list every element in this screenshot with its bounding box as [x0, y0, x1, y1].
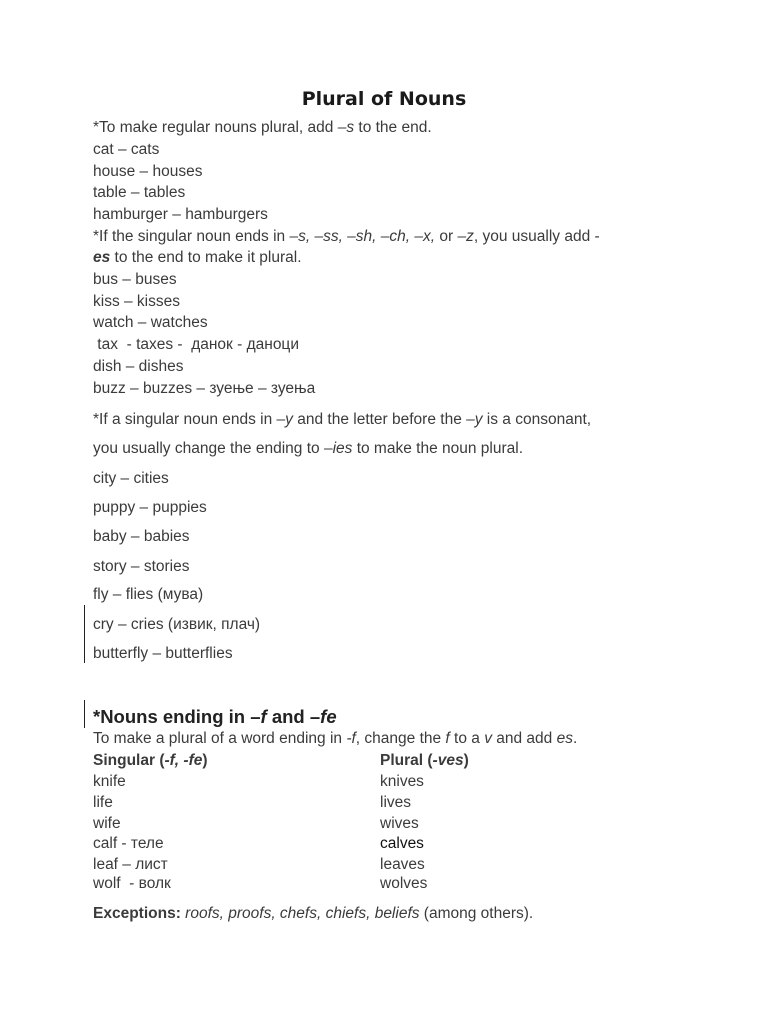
rule-ies-plural-line2: you usually change the ending to –ies to make the noun plural. — [93, 440, 523, 457]
rule-ies-plural-line1: *If a singular noun ends in –y and the letter before the –y is a consonant, — [93, 411, 592, 428]
rule-regular-plural: *To make regular nouns plural, add –s to the end. — [93, 119, 432, 136]
plural-cell: wolves — [380, 875, 428, 892]
change-bar — [84, 700, 85, 728]
example-line: city – cities — [93, 470, 169, 487]
singular-cell: leaf – лист — [93, 856, 168, 873]
example-line: dish – dishes — [93, 358, 184, 375]
example-line: hamburger – hamburgers — [93, 206, 268, 223]
example-line: puppy – puppies — [93, 499, 207, 516]
section-heading-f-fe: *Nouns ending in –f and –fe — [93, 706, 337, 727]
singular-cell: life — [93, 794, 113, 811]
example-line: story – stories — [93, 558, 190, 575]
example-line: table – tables — [93, 184, 186, 201]
example-line: cry – cries (извик, плач) — [93, 616, 261, 633]
example-line: tax - taxes - данок - даноци — [93, 336, 299, 353]
plural-cell: lives — [380, 794, 412, 811]
example-line: house – houses — [93, 163, 203, 180]
plural-cell: wives — [380, 815, 419, 832]
page-title: Plural of Nouns — [301, 88, 467, 110]
plural-cell: calves — [380, 835, 424, 852]
exceptions-line: Exceptions: roofs, proofs, chefs, chiefs, beliefs (among others). — [93, 905, 534, 922]
example-line: watch – watches — [93, 314, 208, 331]
rule-ves-plural: To make a plural of a word ending in -f, change the f to a v and add es. — [93, 730, 578, 747]
plural-cell: leaves — [380, 856, 425, 873]
example-line: kiss – kisses — [93, 293, 180, 310]
rule-es-plural-line1: *If the singular noun ends in –s, –ss, –sh, –ch, –x, or –z, you usually add - — [93, 228, 600, 245]
example-line: baby – babies — [93, 528, 190, 545]
example-line: cat – cats — [93, 141, 160, 158]
singular-cell: knife — [93, 773, 126, 790]
example-line: bus – buses — [93, 271, 177, 288]
singular-cell: wife — [93, 815, 121, 832]
example-line: fly – flies (мува) — [93, 586, 204, 603]
rule-es-plural-line2: es to the end to make it plural. — [93, 249, 302, 266]
example-line: buzz – buzzes – зуење – зуења — [93, 380, 316, 397]
singular-cell: wolf - волк — [93, 875, 171, 892]
column-header-singular: Singular (-f, -fe) — [93, 752, 208, 769]
column-header-plural: Plural (-ves) — [380, 752, 469, 769]
singular-cell: calf - теле — [93, 835, 164, 852]
change-bar — [84, 605, 85, 663]
example-line: butterfly – butterflies — [93, 645, 233, 662]
plural-cell: knives — [380, 773, 424, 790]
